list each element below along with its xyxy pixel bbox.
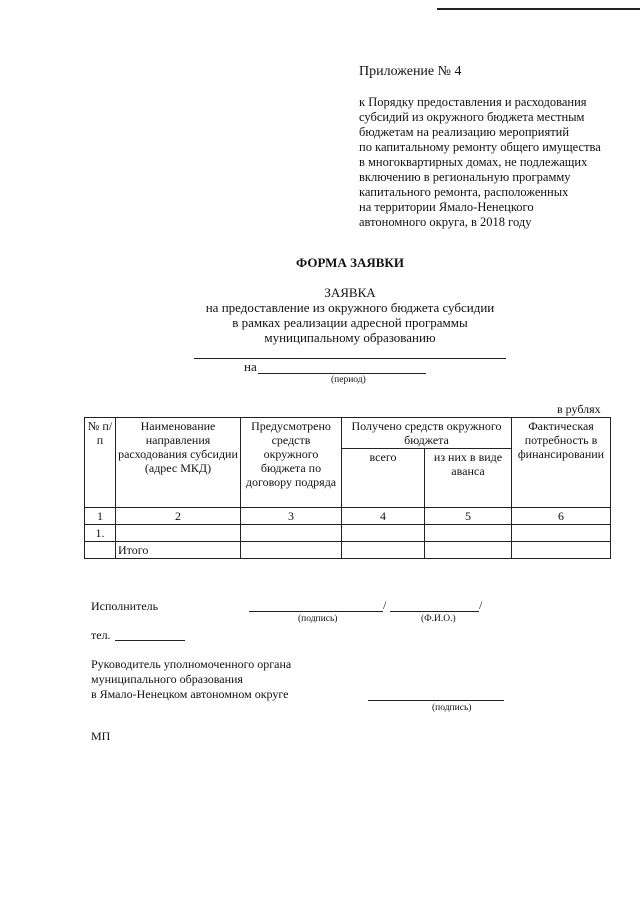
period-caption: (период) xyxy=(331,375,366,385)
appendix-line: в многоквартирных домах, не подлежащих xyxy=(359,155,588,169)
appendix-line: бюджетам на реализацию мероприятий xyxy=(359,125,570,139)
stamp-label: МП xyxy=(91,729,111,743)
appendix-line: включению в региональную программу xyxy=(359,170,571,184)
fio-caption: (Ф.И.О.) xyxy=(421,614,456,624)
head-line: муниципального образования xyxy=(91,672,243,686)
header-received-advance: из них в виде аванса xyxy=(425,449,512,508)
header-actual: Фактическая потребность в финансировании xyxy=(512,418,611,508)
total-received-total-cell[interactable] xyxy=(342,542,425,559)
header-planned: Предусмотрено средств окружного бюджета по договору подряда xyxy=(241,418,342,508)
total-label: Итого xyxy=(116,542,241,559)
currency-note: в рублях xyxy=(557,402,601,416)
slash: / xyxy=(479,598,483,612)
total-received-advance-cell[interactable] xyxy=(425,542,512,559)
appendix-line: по капитальному ремонту общего имущества xyxy=(359,140,601,154)
column-number: 5 xyxy=(425,508,512,525)
application-title: ЗАЯВКА xyxy=(324,285,376,300)
head-line: Руководитель уполномоченного органа xyxy=(91,657,292,671)
header-received: Получено средств окружного бюджета xyxy=(342,418,512,449)
total-planned-cell[interactable] xyxy=(241,542,342,559)
row-name-cell[interactable] xyxy=(116,525,241,542)
appendix-line: автономного округа, в 2018 году xyxy=(359,215,532,229)
appendix-line: субсидий из окружного бюджета местным xyxy=(359,110,585,124)
executor-fio-line[interactable] xyxy=(390,611,479,612)
column-number: 6 xyxy=(512,508,611,525)
appendix-line: к Порядку предоставления и расходования xyxy=(359,95,587,109)
header-num: № п/п xyxy=(85,418,116,508)
appendix-line: капитального ремонта, расположенных xyxy=(359,185,569,199)
period-prefix: на xyxy=(244,359,257,374)
total-row xyxy=(85,542,611,559)
header-name: Наименование направления расходования субсидии (адрес МКД) xyxy=(116,418,241,508)
column-number: 1 xyxy=(85,508,116,525)
table-row[interactable] xyxy=(85,525,611,542)
executor-signature-line[interactable] xyxy=(249,611,383,612)
row-actual-cell[interactable] xyxy=(512,525,611,542)
phone-line[interactable] xyxy=(115,640,185,641)
executor-label: Исполнитель xyxy=(91,599,159,613)
slash: / xyxy=(383,598,387,612)
row-number: 1. xyxy=(85,525,116,542)
application-line: на предоставление из окружного бюджета субсидии xyxy=(205,300,495,315)
head-block xyxy=(91,657,291,702)
application-line: в рамках реализации адресной программы xyxy=(232,315,468,330)
appendix-reference xyxy=(359,95,609,230)
row-received-advance-cell[interactable] xyxy=(425,525,512,542)
form-title: ФОРМА ЗАЯВКИ xyxy=(296,255,404,270)
table-header-row xyxy=(85,418,611,449)
application-line: муниципальному образованию xyxy=(264,330,436,345)
column-number: 3 xyxy=(241,508,342,525)
row-received-total-cell[interactable] xyxy=(342,525,425,542)
appendix-line: на территории Ямало-Ненецкого xyxy=(359,200,534,214)
phone-label: тел. xyxy=(91,628,111,642)
appendix-title: Приложение № 4 xyxy=(359,64,462,79)
head-signature-caption: (подпись) xyxy=(432,703,472,713)
signature-caption: (подпись) xyxy=(298,614,338,624)
row-planned-cell[interactable] xyxy=(241,525,342,542)
column-number-row xyxy=(85,508,611,525)
head-signature-line[interactable] xyxy=(368,700,504,701)
column-number: 4 xyxy=(342,508,425,525)
column-number: 2 xyxy=(116,508,241,525)
head-line: в Ямало-Ненецком автономном округе xyxy=(91,687,289,701)
period-blank-line[interactable] xyxy=(258,373,426,374)
subsidy-table xyxy=(84,417,611,559)
total-actual-cell[interactable] xyxy=(512,542,611,559)
total-num-cell xyxy=(85,542,116,559)
top-rule xyxy=(437,8,640,10)
municipality-blank-line[interactable] xyxy=(194,358,506,359)
application-heading xyxy=(0,285,640,345)
header-received-total: всего xyxy=(342,449,425,508)
